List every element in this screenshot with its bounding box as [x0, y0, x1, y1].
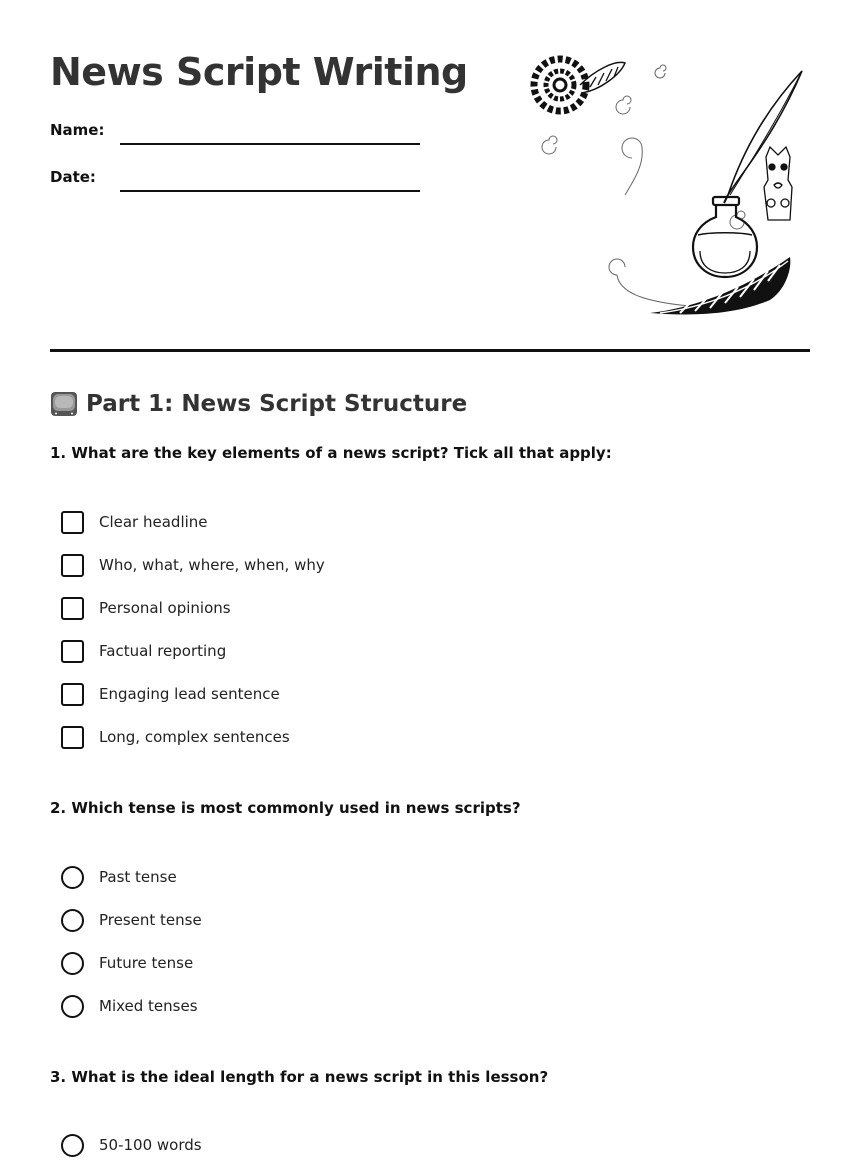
date-input-line[interactable]: [120, 190, 420, 192]
quill-inkpot-illustration: [530, 45, 810, 325]
checkbox-option[interactable]: [61, 596, 231, 620]
name-label: Name:: [50, 121, 105, 139]
radio-option[interactable]: [61, 1133, 202, 1157]
question-2: 2. Which tense is most commonly used in news scripts?: [50, 799, 521, 817]
radio-option[interactable]: [61, 865, 177, 889]
option-label: Past tense: [99, 868, 177, 886]
name-field[interactable]: [50, 121, 420, 151]
checkbox[interactable]: [61, 640, 84, 663]
option-label: Future tense: [99, 954, 194, 972]
tiki-icon: [764, 147, 792, 220]
checkbox-option[interactable]: [61, 639, 226, 663]
radio-option[interactable]: [61, 908, 202, 932]
name-input-line[interactable]: [120, 143, 420, 145]
option-label: Engaging lead sentence: [99, 685, 280, 703]
option-label: Present tense: [99, 911, 202, 929]
date-field[interactable]: [50, 168, 420, 198]
option-label: Personal opinions: [99, 599, 231, 617]
checkbox[interactable]: [61, 597, 84, 620]
option-label: Long, complex sentences: [99, 728, 290, 746]
television-icon: [50, 390, 78, 418]
checkbox[interactable]: [61, 683, 84, 706]
koru-icon: [534, 59, 625, 111]
header-divider: [50, 349, 810, 352]
radio-button[interactable]: [61, 952, 84, 975]
checkbox[interactable]: [61, 554, 84, 577]
option-label: Factual reporting: [99, 642, 227, 660]
inkpot-icon: [693, 197, 757, 277]
checkbox-option[interactable]: [61, 510, 208, 534]
radio-option[interactable]: [61, 994, 198, 1018]
section-heading: [50, 388, 467, 420]
checkbox-option[interactable]: [61, 553, 325, 577]
radio-button[interactable]: [61, 1134, 84, 1157]
fern-icon: [650, 257, 790, 314]
date-label: Date:: [50, 168, 96, 186]
checkbox[interactable]: [61, 511, 84, 534]
option-label: Mixed tenses: [99, 997, 198, 1015]
checkbox-option[interactable]: [61, 725, 290, 749]
checkbox-option[interactable]: [61, 682, 280, 706]
section-title: Part 1: News Script Structure: [86, 391, 468, 417]
checkbox[interactable]: [61, 726, 84, 749]
radio-option[interactable]: [61, 951, 193, 975]
worksheet-header: [50, 0, 810, 352]
question-1: 1. What are the key elements of a news script? Tick all that apply:: [50, 444, 612, 462]
option-label: Clear headline: [99, 513, 208, 531]
radio-button[interactable]: [61, 909, 84, 932]
radio-button[interactable]: [61, 866, 84, 889]
page-title: News Script Writing: [50, 50, 468, 94]
radio-button[interactable]: [61, 995, 84, 1018]
option-label: 50-100 words: [99, 1136, 202, 1154]
question-3: 3. What is the ideal length for a news script in this lesson?: [50, 1068, 549, 1086]
option-label: Who, what, where, when, why: [99, 556, 325, 574]
